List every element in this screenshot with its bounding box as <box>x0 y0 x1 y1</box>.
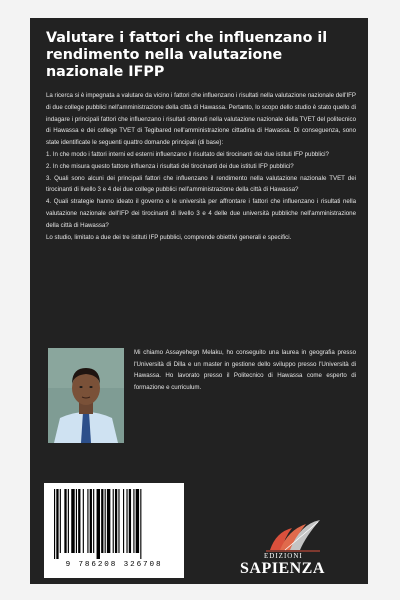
barcode-bar <box>64 489 66 553</box>
barcode-bar <box>129 489 131 553</box>
barcode-bar <box>78 489 80 553</box>
barcode-bar <box>123 489 124 553</box>
question-1: 1. In che modo i fattori interni ed esterni influenzano il risultato dei tirocinanti dei due istituti IFP pubblici? <box>46 150 329 158</box>
barcode-bar <box>136 489 139 553</box>
barcode-bar <box>97 489 100 559</box>
barcode-bar <box>90 489 92 553</box>
question-2: 2. In che misura questo fattore influenza i risultati dei tirocinanti dei due istituti IFP pubblici? <box>46 162 294 170</box>
description-paragraph: La ricerca si è impegnata a valutare da vicino i fattori che influenzano i risultati nella valutazione nazionale dell'IFP di due college pubblici nell'amministrazione della città di Hawassa. Pertanto, lo scopo dello studio è stato quello di indagare i principali fattori che influenzano i risultati ottenuti nella valutazione nazionale della TVET del politecnico di Hawassa e dei college TVET di Tegibared nell'amministrazione cittadina di Hawassa. Di conseguenza, sono state identificate le seguenti quattro domande principali (di base): <box>46 92 356 147</box>
publisher-imprint: EDIZIONI <box>264 552 303 560</box>
barcode-bar <box>71 489 74 553</box>
barcode-bar <box>93 489 94 553</box>
barcode <box>44 483 184 578</box>
study-scope: Lo studio, limitato a due dei tre istituti IFP pubblici, comprende obiettivi generali e specifici. <box>46 233 292 241</box>
barcode-bar <box>107 489 110 553</box>
barcode-bar <box>76 489 77 553</box>
barcode-bar <box>140 489 141 559</box>
publisher-name: SAPIENZA <box>240 560 325 577</box>
barcode-bar <box>54 489 55 559</box>
barcode-bar <box>68 489 69 553</box>
author-bio: Mi chiamo Assayehegn Melaku, ho conseguito una laurea in geografia presso l'Università di Dilla e un master in gestione dello sviluppo presso l'Università di Hawassa. Ho lavorato presso il Politecnico di Hawassa come esperto di formazione e curriculum. <box>134 349 356 391</box>
book-title: Valutare i fattori che influenzano il rendimento nella valutazione nazionale IFPP <box>46 30 328 80</box>
barcode-bar <box>83 489 84 553</box>
question-3: 3. Quali sono alcuni dei principali fattori che influenzano il rendimento nella valutazione nazionale TVET dei tirocinanti di livello 3 e 4 dei due college pubblici nell'amministrazione della città di Hawassa? <box>46 174 356 194</box>
author-photo <box>48 348 124 443</box>
question-4: 4. Quali strategie hanno ideato il governo e le università per affrontare i fattori che influenzano i risultati nella valutazione nazionale dell'IFP dei tirocinanti di livello 3 e 4 delle due università pubbliche nell'amministrazione della città di Hawassa? <box>46 198 356 229</box>
barcode-bar <box>101 489 103 553</box>
barcode-bar <box>56 489 58 559</box>
barcode-bar <box>87 489 88 553</box>
barcode-bar <box>60 489 61 553</box>
isbn-number: 9 786208 326708 <box>65 561 163 569</box>
barcode-bar <box>115 489 117 553</box>
feather-quill-icon <box>230 516 340 556</box>
publisher-logo <box>230 516 340 576</box>
description <box>46 90 356 243</box>
barcode-bar <box>126 489 127 553</box>
author-portrait-icon <box>48 348 124 443</box>
barcode-bar <box>118 489 119 553</box>
barcode-bar <box>133 489 134 553</box>
barcode-bar <box>113 489 114 553</box>
barcode-bars-icon <box>50 489 178 559</box>
book-back-cover <box>30 18 368 584</box>
barcode-bar <box>105 489 106 553</box>
